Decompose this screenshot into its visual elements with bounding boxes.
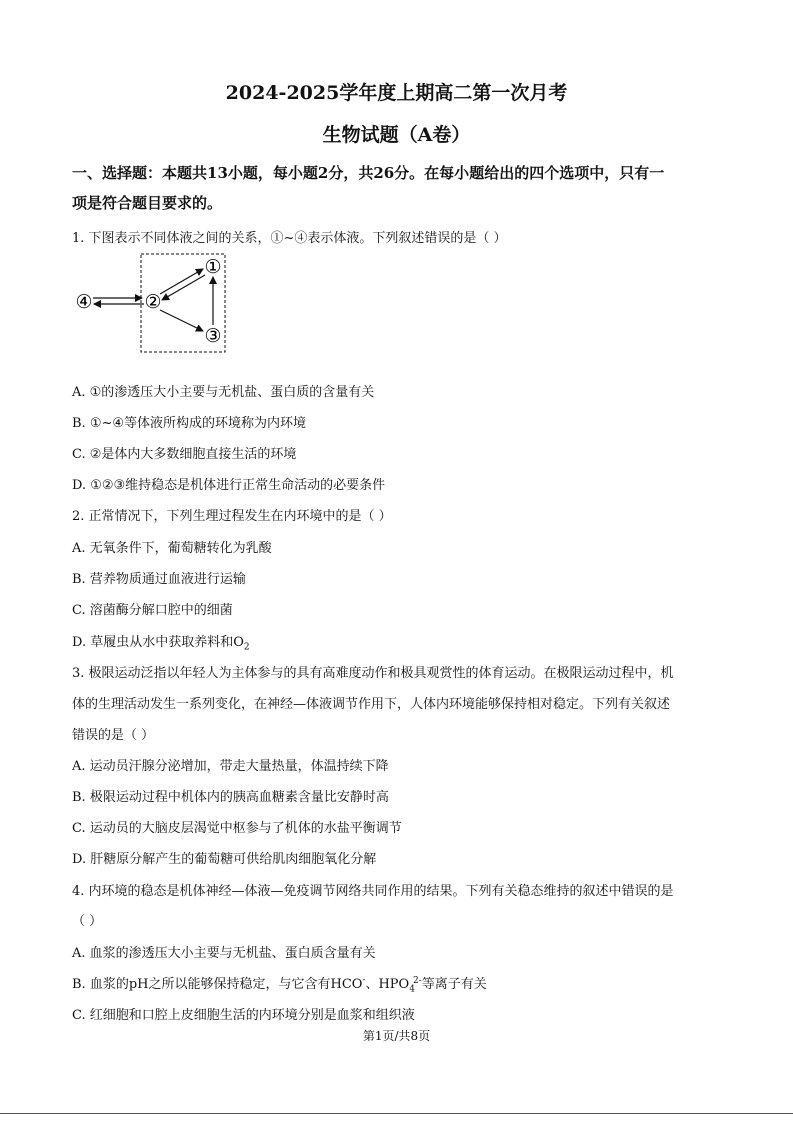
- q1-option-d: D. ①②③维持稳态是机体进行正常生命活动的必要条件: [72, 478, 386, 493]
- q2-option-b: B. 营养物质通过血液进行运输: [72, 572, 246, 587]
- q1-option-a: A. ①的渗透压大小主要与无机盐、蛋白质的含量有关: [72, 385, 375, 400]
- section-heading-line1: 一、选择题：本题共13小题，每小题2分，共26分。在每小题给出的四个选项中，只有一: [72, 164, 665, 182]
- node-3: ③: [204, 325, 222, 347]
- page-number: 第1页/共8页: [362, 1029, 431, 1043]
- q2-option-c: C. 溶菌酶分解口腔中的细菌: [72, 603, 233, 618]
- page-title: 2024-2025学年度上期高二第一次月考: [225, 82, 568, 104]
- q3-stem-line2: 体的生理活动发生一系列变化，在神经—体液调节作用下，人体内环境能够保持相对稳定。下列有关叙述: [72, 697, 671, 712]
- q3-stem-line3: 错误的是（ ）: [72, 728, 155, 743]
- q4-option-b: B. 血浆的pH之所以能够保持稳定，与它含有HCO-、$HPO_4^{2-}$等离子有关: [72, 975, 487, 995]
- bottom-divider: [0, 1113, 793, 1114]
- q3-option-a: A. 运动员汗腺分泌增加，带走大量热量，体温持续下降: [72, 759, 389, 774]
- arrow-1-to-2: [162, 275, 205, 300]
- node-1: ①: [204, 256, 222, 278]
- q4-stem-line2: （ ）: [72, 914, 103, 929]
- q1-option-b: B. ①~④等体液所构成的环境称为内环境: [72, 416, 307, 431]
- arrow-2-to-3: [160, 310, 203, 331]
- q3-option-b: B. 极限运动过程中机体内的胰高血糖素含量比安静时高: [72, 790, 389, 805]
- page-subtitle: 生物试题（A卷）: [322, 124, 471, 146]
- node-4: ④: [75, 291, 93, 313]
- q3-option-c: C. 运动员的大脑皮层渴觉中枢参与了机体的水盐平衡调节: [72, 821, 402, 836]
- q3-option-d: D. 肝糖原分解产生的葡萄糖可供给肌肉细胞氧化分解: [72, 852, 377, 867]
- q2-option-a: A. 无氧条件下，葡萄糖转化为乳酸: [72, 541, 272, 556]
- q2-stem: 2. 正常情况下，下列生理过程发生在内环境中的是（ ）: [72, 509, 392, 524]
- q4-option-a: A. 血浆的渗透压大小主要与无机盐、蛋白质含量有关: [72, 946, 376, 961]
- q3-stem-line1: 3. 极限运动泛指以年轻人为主体参与的具有高难度动作和极具观赏性的体育运动。在极限运动过程中，机: [72, 666, 674, 681]
- node-2: ②: [144, 291, 162, 313]
- body-fluid-diagram: [72, 252, 232, 356]
- arrow-2-to-1: [160, 269, 203, 294]
- q1-stem: 1. 下图表示不同体液之间的关系，①~④表示体液。下列叙述错误的是（ ）: [72, 231, 507, 246]
- q4-stem-line1: 4. 内环境的稳态是机体神经—体液—免疫调节网络共同作用的结果。下列有关稳态维持的叙述中错误的是: [72, 884, 674, 899]
- q2-option-d: D. 草履虫从水中获取养料和$O_2$: [72, 635, 250, 653]
- q4-option-c: C. 红细胞和口腔上皮细胞生活的内环境分别是血浆和组织液: [72, 1008, 415, 1023]
- section-heading-line2: 项是符合题目要求的。: [72, 194, 223, 212]
- q1-option-c: C. ②是体内大多数细胞直接生活的环境: [72, 447, 297, 462]
